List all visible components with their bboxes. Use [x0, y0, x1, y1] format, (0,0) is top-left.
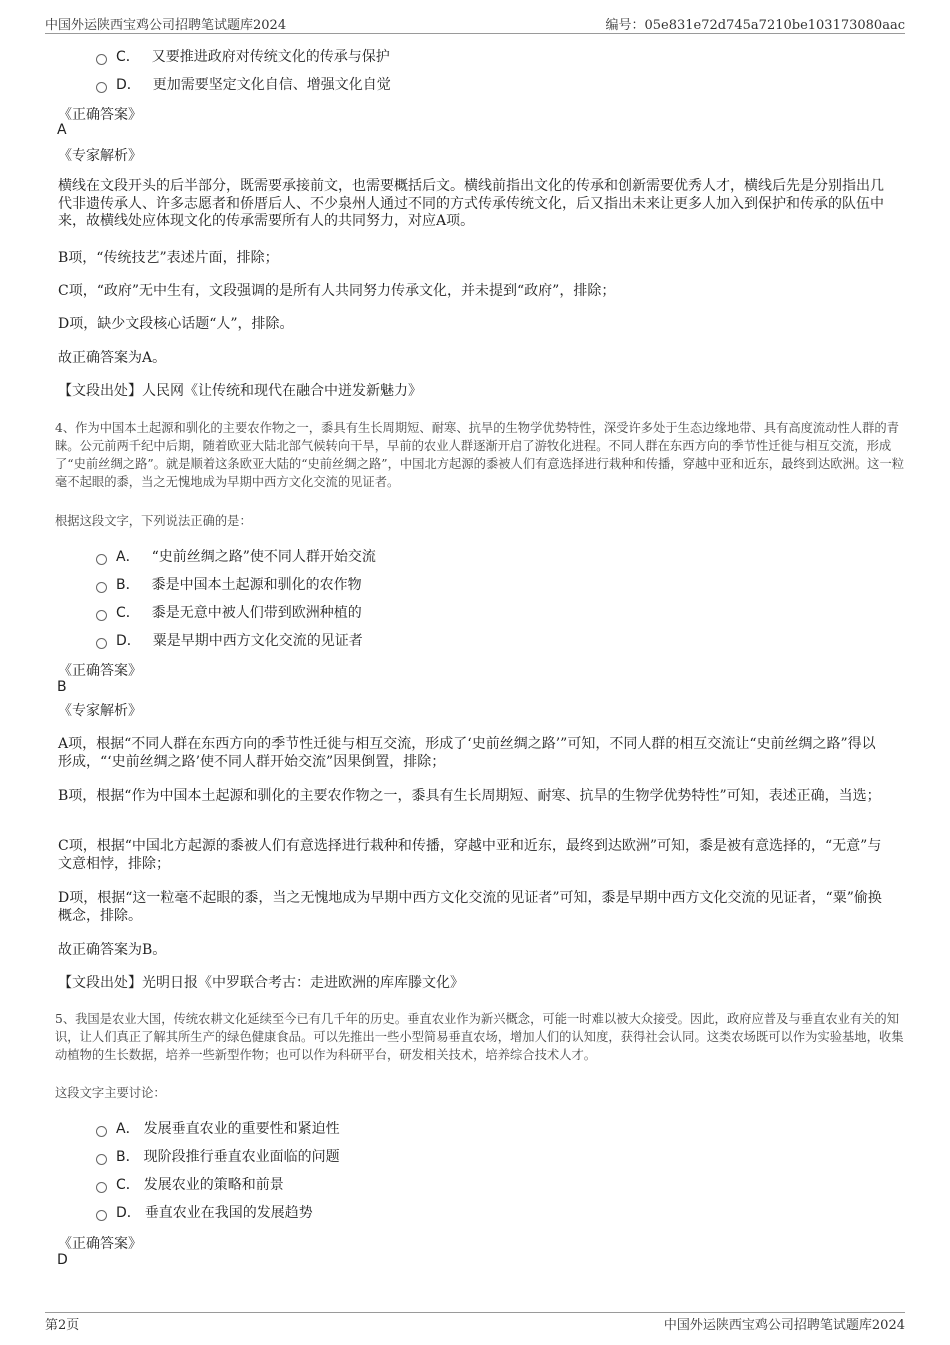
q5-option-b[interactable]: B． 现阶段推行垂直农业面临的问题 — [96, 1147, 340, 1165]
document-code: 编号：05e831e72d745a7210be103173080aac — [605, 18, 905, 33]
q3-analysis-c: C项，“政府”无中生有，文段强调的是所有人共同努力传承文化，并未提到“政府”，排除； — [58, 283, 616, 299]
q5-answer: D — [57, 1252, 68, 1268]
header-title: 中国外运陕西宝鸡公司招聘笔试题库2024 — [45, 18, 287, 33]
q4-source: 【文段出处】光明日报《中罗联合考古：走进欧洲的库库滕文化》 — [58, 975, 464, 991]
radio-button-icon[interactable] — [96, 554, 107, 565]
q3-conclusion: 故正确答案为A。 — [58, 350, 167, 366]
q4-question: 根据这段文字，下列说法正确的是： — [55, 514, 252, 528]
radio-button-icon[interactable] — [96, 1126, 107, 1137]
q3-option-c[interactable]: C． 又要推进政府对传统文化的传承与保护 — [96, 47, 390, 65]
radio-button-icon[interactable] — [96, 1154, 107, 1165]
radio-button-icon[interactable] — [96, 638, 107, 649]
q5-question: 这段文字主要讨论： — [55, 1086, 166, 1100]
q3-option-d[interactable]: D． 更加需要坚定文化自信、增强文化自觉 — [96, 75, 391, 93]
q4-analysis-b: B项，根据“作为中国本土起源和驯化的主要农作物之一，黍具有生长周期短、耐寒、抗旱的生物学优势特性”可知，表述正确，当选； — [58, 788, 881, 804]
q3-answer: A — [57, 122, 67, 138]
footer-title: 中国外运陕西宝鸡公司招聘笔试题库2024 — [663, 1318, 905, 1333]
radio-button-icon[interactable] — [96, 54, 107, 65]
analysis-label: 《专家解析》 — [58, 148, 142, 164]
q4-analysis-c: C项，根据“中国北方起源的黍被人们有意选择进行栽种和传播，穿越中亚和近东，最终到达欧洲”可知，黍是被有意选择的，“无意”与文意相悖，排除； — [58, 838, 882, 872]
radio-button-icon[interactable] — [96, 610, 107, 621]
q5-option-d[interactable]: D． 垂直农业在我国的发展趋势 — [96, 1203, 313, 1221]
q5-option-a[interactable]: A． 发展垂直农业的重要性和紧迫性 — [96, 1119, 340, 1137]
q4-analysis-a: A项，根据“不同人群在东西方向的季节性迁徙与相互交流，形成了‘史前丝绸之路’”可知，不同人群的相互交流让“史前丝绸之路”得以形成，“‘史前丝绸之路’使不同人群开始交流”因果倒置，排除； — [58, 736, 876, 770]
answer-label: 《正确答案》 — [58, 1236, 142, 1252]
header-divider — [45, 33, 905, 34]
q3-analysis-d: D项，缺少文段核心话题“人”，排除。 — [58, 316, 294, 332]
q4-stem: 4、作为中国本土起源和驯化的主要农作物之一，黍具有生长周期短、耐寒、抗旱的生物学优势特性，深受许多处于生态边缘地带、具有高度流动性人群的青睐。公元前两千纪中后期，随着欧亚大陆北部气候转向干旱，早前的农业人群逐渐开启了游牧化进程。不同人群在东西方向的季节性迁徙与相互交流，形成了“史前丝绸之路”。就是顺着这条欧亚大陆的“史前丝绸之路”，中国北方起源的黍被人们有意选择进行栽种和传播，穿越中亚和近东，最终到达欧洲。这一粒毫不起眼的黍，当之无愧地成为早期中西方文化交流的见证者。 — [55, 421, 905, 489]
radio-button-icon[interactable] — [96, 582, 107, 593]
q4-option-c[interactable]: C． 黍是无意中被人们带到欧洲种植的 — [96, 603, 362, 621]
q5-stem: 5、我国是农业大国，传统农耕文化延续至今已有几千年的历史。垂直农业作为新兴概念，可能一时难以被大众接受。因此，政府应普及与垂直农业有关的知识，让人们真正了解其所生产的绿色健康食品。可以先推出一些小型简易垂直农场，增加人们的认知度，获得社会认同。这类农场既可以作为实验基地，收集动植物的生长数据，培养一些新型作物；也可以作为科研平台，研发相关技术，培养综合技术人才。 — [55, 1012, 904, 1062]
q4-option-b[interactable]: B． 黍是中国本土起源和驯化的农作物 — [96, 575, 362, 593]
q4-option-d[interactable]: D． 粟是早期中西方文化交流的见证者 — [96, 631, 363, 649]
q3-analysis-b: B项，“传统技艺”表述片面，排除； — [58, 250, 279, 266]
q4-analysis-d: D项，根据“这一粒毫不起眼的黍，当之无愧地成为早期中西方文化交流的见证者”可知，黍是早期中西方文化交流的见证者，“粟”偷换概念，排除。 — [58, 890, 882, 924]
q4-answer: B — [57, 679, 67, 695]
q5-option-c[interactable]: C． 发展农业的策略和前景 — [96, 1175, 284, 1193]
q3-source: 【文段出处】人民网《让传统和现代在融合中迸发新魅力》 — [58, 383, 422, 399]
analysis-label: 《专家解析》 — [58, 703, 142, 719]
answer-label: 《正确答案》 — [58, 107, 142, 123]
answer-label: 《正确答案》 — [58, 663, 142, 679]
q4-option-a[interactable]: A． “史前丝绸之路”使不同人群开始交流 — [96, 547, 376, 565]
q4-conclusion: 故正确答案为B。 — [58, 942, 167, 958]
q3-analysis-main: 横线在文段开头的后半部分，既需要承接前文，也需要概括后文。横线前指出文化的传承和创新需要优秀人才，横线后先是分别指出几代非遗传承人、许多志愿者和侨厝后人、不少泉州人通过不同的方式传承传统文化，后又指出未来让更多人加入到保护和传承的队伍中来，故横线处应体现文化的传承需要所有人的共同努力，对应A项。 — [58, 178, 884, 229]
radio-button-icon[interactable] — [96, 82, 107, 93]
radio-button-icon[interactable] — [96, 1210, 107, 1221]
page-number: 第2页 — [45, 1318, 80, 1333]
radio-button-icon[interactable] — [96, 1182, 107, 1193]
footer-divider — [45, 1312, 905, 1313]
